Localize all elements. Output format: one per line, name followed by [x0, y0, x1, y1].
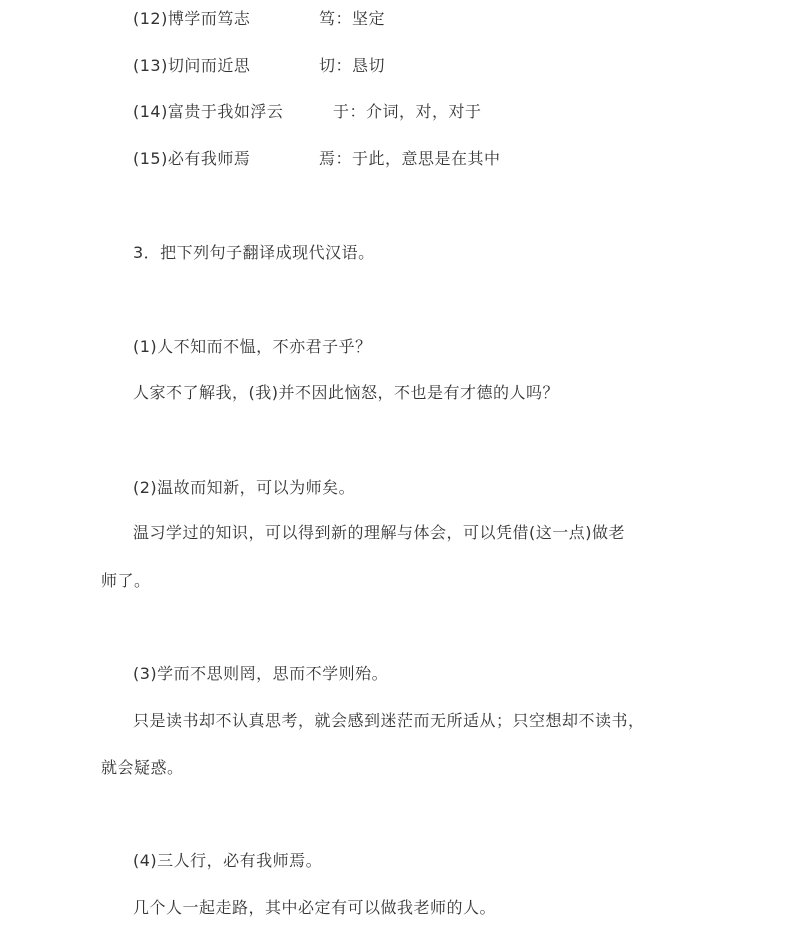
glossary-term: (15)必有我师焉: [133, 149, 251, 168]
source-sentence: (2)温故而知新，可以为师矣。: [133, 478, 356, 497]
glossary-definition: 于：介词，对，对于: [333, 102, 482, 121]
translation-text-continued: 就会疑惑。: [101, 758, 184, 777]
glossary-term: (12)博学而笃志: [133, 9, 251, 28]
glossary-term: (14)富贵于我如浮云: [133, 102, 284, 121]
translation-text: 人家不了解我，(我)并不因此恼怒，不也是有才德的人吗？: [133, 383, 559, 402]
glossary-term: (13)切问而近思: [133, 56, 251, 75]
glossary-definition: 笃：坚定: [319, 9, 386, 28]
translation-text-continued: 师了。: [101, 571, 151, 590]
glossary-definition: 切：恳切: [319, 56, 386, 75]
source-sentence: (4)三人行，必有我师焉。: [133, 851, 323, 870]
section-heading: 3．把下列句子翻译成现代汉语。: [133, 243, 375, 262]
translation-text: 只是读书却不认真思考，就会感到迷茫而无所适从；只空想却不读书，: [133, 711, 645, 730]
source-sentence: (3)学而不思则罔，思而不学则殆。: [133, 664, 389, 683]
source-sentence: (1)人不知而不愠，不亦君子乎？: [133, 337, 372, 356]
translation-text: 几个人一起走路，其中必定有可以做我老师的人。: [133, 898, 497, 917]
translation-text: 温习学过的知识，可以得到新的理解与体会，可以凭借(这一点)做老: [133, 523, 625, 542]
glossary-definition: 焉：于此，意思是在其中: [319, 149, 501, 168]
